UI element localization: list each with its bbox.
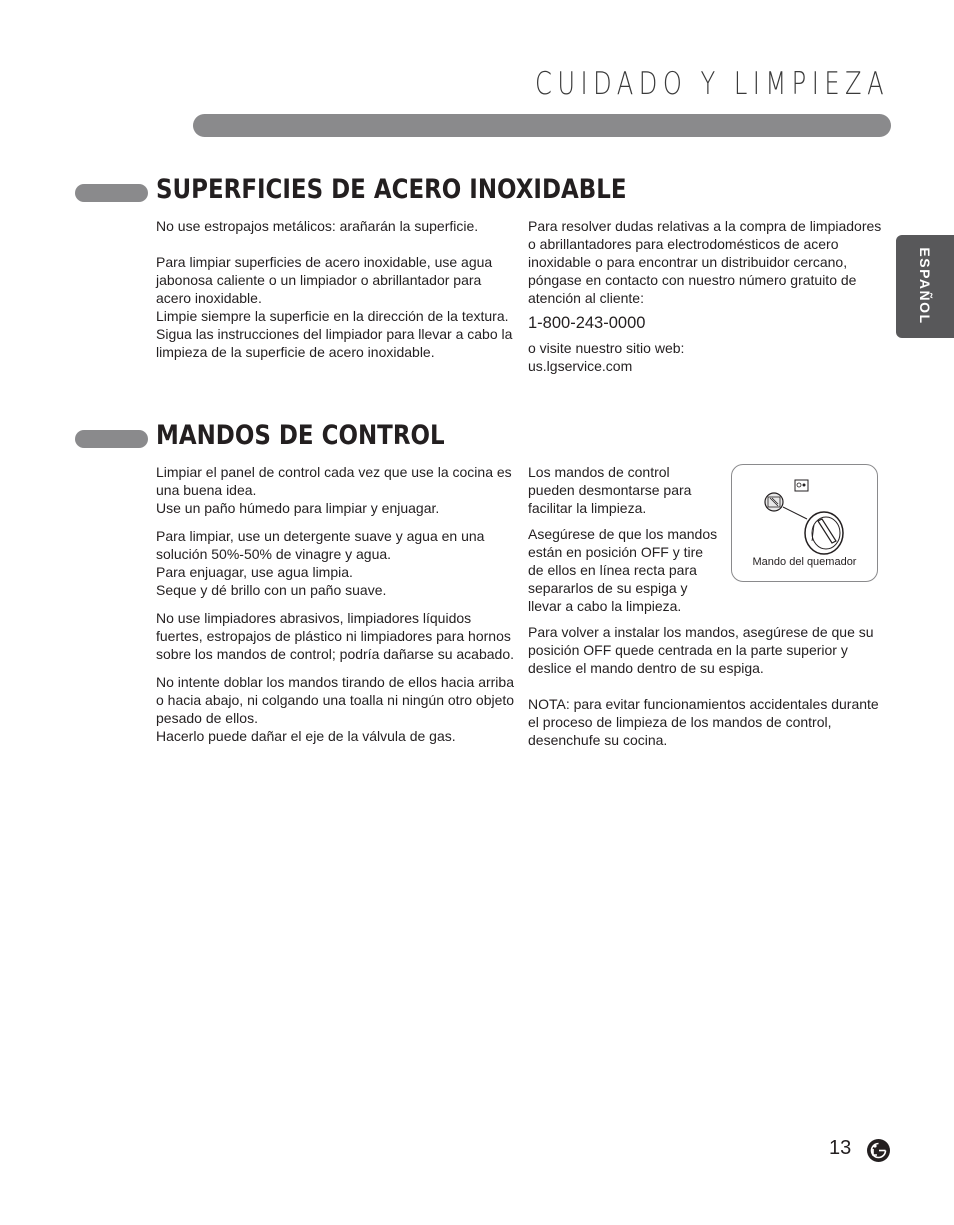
figure-caption: Mando del quemador [752, 556, 857, 568]
paragraph: Use un paño húmedo para limpiar y enjuagar. [156, 500, 440, 516]
page-number: 13 [829, 1137, 852, 1159]
paragraph: Hacerlo puede dañar el eje de la válvula de gas. [156, 728, 456, 744]
paragraph: Para volver a instalar los mandos, asegúrese de que su posición OFF quede centrada en la parte superior y deslice el mando dentro de su espiga. [528, 624, 874, 676]
section-heading-steel: SUPERFICIES DE ACERO INOXIDABLE [156, 174, 627, 205]
paragraph: No intente doblar los mandos tirando de ellos hacia arriba o hacia abajo, ni colgando una toalla ni ningún otro objeto pesado de ellos. [156, 674, 515, 726]
paragraph: No use limpiadores abrasivos, limpiadores líquidos fuertes, estropajos de plástico ni limpiadores para hornos sobre los mandos de control; podría dañarse su acabado. [156, 610, 515, 662]
website-label: o visite nuestro sitio web: [528, 340, 685, 356]
lg-logo-icon [866, 1138, 891, 1163]
paragraph: No use estropajos metálicos: arañarán la superficie. [156, 218, 479, 234]
paragraph: Para resolver dudas relativas a la compra de limpiadores o abrillantadores para electrodomésticos de acero inoxidable o para encontrar un distribuidor cercano, póngase en contacto con nuestro número gratuito de atención al cliente: [528, 218, 882, 306]
paragraph: Asegúrese de que los mandos están en posición OFF y tire de ellos en línea recta para separarlos de su espiga y llevar a cabo la limpieza. [528, 526, 718, 614]
section-heading-controls: MANDOS DE CONTROL [156, 420, 445, 451]
paragraph: Para limpiar, use un detergente suave y agua en una solución 50%-50% de vinagre y agua. [156, 528, 485, 562]
language-tab [896, 235, 954, 338]
language-tab-label: ESPAÑOL [917, 247, 933, 325]
paragraph: Para enjuagar, use agua limpia. [156, 564, 353, 580]
phone-number: 1-800-243-0000 [528, 314, 646, 332]
steel-right-column [528, 217, 888, 375]
controls-left-column [156, 463, 516, 745]
burner-knob-figure [731, 464, 878, 582]
paragraph: Sigua las instrucciones del limpiador para llevar a cabo la limpieza de la superficie de acero inoxidable. [156, 326, 513, 360]
title-bar-decoration [193, 114, 891, 137]
section-pill-decoration [75, 184, 148, 202]
paragraph: Limpiar el panel de control cada vez que use la cocina es una buena idea. [156, 464, 512, 498]
paragraph: NOTA: para evitar funcionamientos accidentales durante el proceso de limpieza de los mandos de control, desenchufe su cocina. [528, 696, 879, 748]
paragraph: Para limpiar superficies de acero inoxidable, use agua jabonosa caliente o un limpiador o abrillantador para acero inoxidable. [156, 254, 493, 306]
paragraph: Limpie siempre la superficie en la dirección de la textura. [156, 308, 509, 324]
website-link[interactable]: us.lgservice.com [528, 358, 633, 374]
page-title: CUIDADO Y LIMPIEZA [535, 66, 890, 102]
paragraph: Los mandos de control pueden desmontarse para facilitar la limpieza. [528, 464, 692, 516]
steel-left-column [156, 217, 516, 361]
controls-right-narrow-column [528, 463, 718, 615]
controls-right-column [528, 623, 888, 749]
section-pill-decoration [75, 430, 148, 448]
paragraph: Seque y dé brillo con un paño suave. [156, 582, 387, 598]
